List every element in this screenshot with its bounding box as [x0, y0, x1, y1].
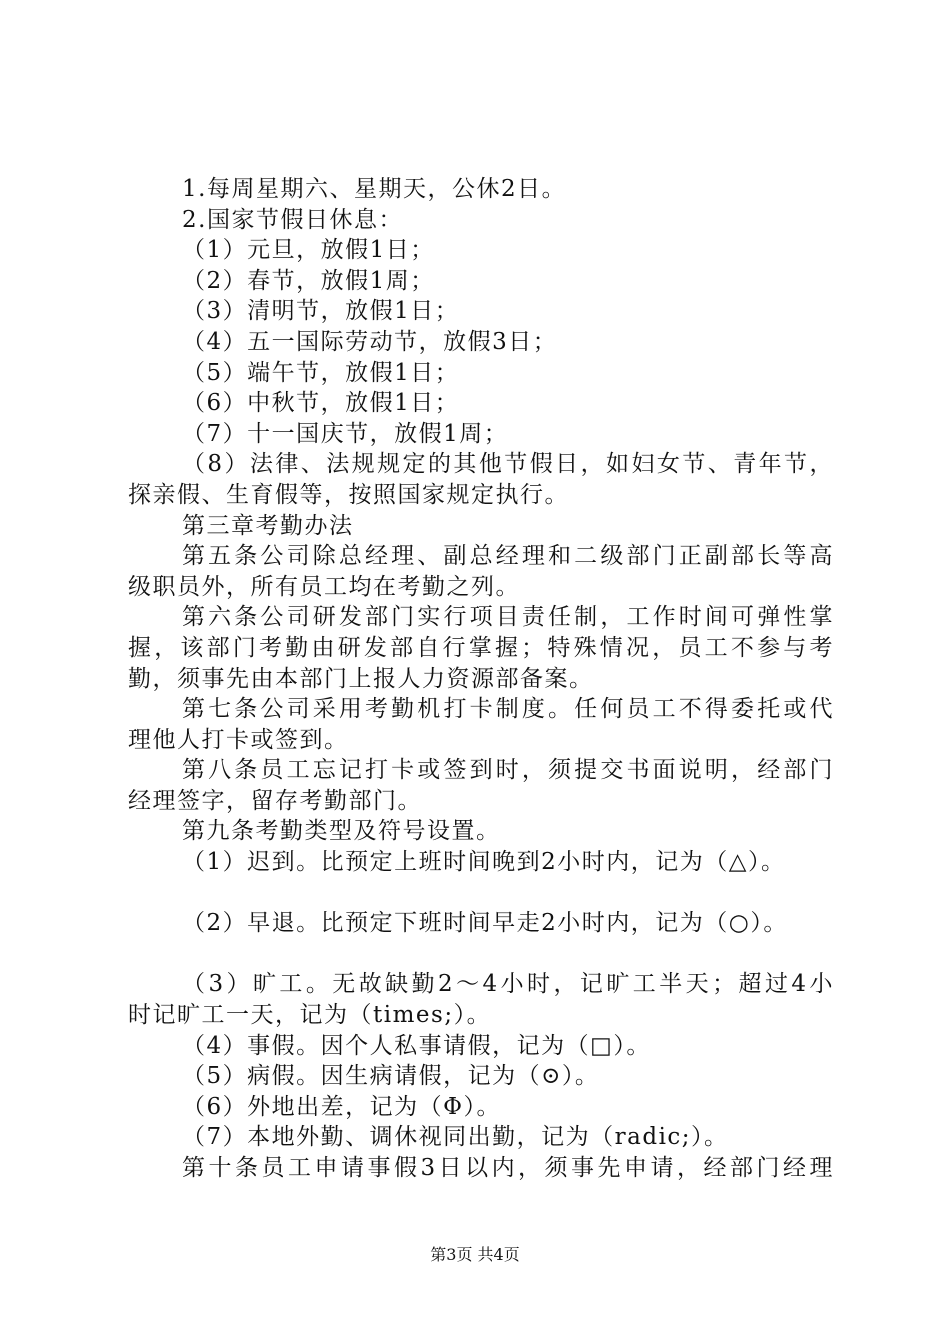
text-line: 探亲假、生育假等，按照国家规定执行。 [128, 481, 569, 508]
chapter-heading: 第三章考勤办法 [182, 512, 354, 539]
text-line: （2）早退。比预定下班时间早走2小时内，记为（○）。 [182, 910, 788, 937]
text-line: 时记旷工一天，记为（times;）。 [128, 1002, 492, 1029]
text-line: （5）病假。因生病请假，记为（⊙）。 [182, 1063, 600, 1090]
page-number-footer: 第3页 共4页 [430, 1245, 520, 1264]
text-line: （6）外地出差，记为（Φ）。 [182, 1093, 501, 1120]
text-line: （2）春节，放假1周； [182, 267, 435, 294]
text-line: （4）事假。因个人私事请假，记为（□）。 [182, 1032, 651, 1059]
blank-line [128, 939, 834, 970]
text-line: （3）清明节，放假1日； [182, 298, 460, 325]
text-line: 第五条公司除总经理、副总经理和二级部门正副部长等高 [182, 543, 834, 570]
text-line: 经理签字，留存考勤部门。 [128, 787, 422, 814]
text-line: （6）中秋节，放假1日； [182, 390, 460, 417]
text-line: （3）旷工。无故缺勤2～4小时，记旷工半天；超过4小 [182, 971, 834, 998]
text-line: 勤，须事先由本部门上报人力资源部备案。 [128, 665, 594, 692]
text-line: （1）元旦，放假1日； [182, 237, 435, 264]
text-line: 1.每周星期六、星期天，公休2日。 [182, 176, 567, 202]
text-line: 第七条公司采用考勤机打卡制度。任何员工不得委托或代 [182, 696, 834, 723]
text-line: 级职员外，所有员工均在考勤之列。 [128, 573, 520, 600]
text-line: （7）本地外勤、调休视同出勤，记为（radic;）。 [182, 1124, 729, 1151]
text-line: （5）端午节，放假1日； [182, 359, 460, 386]
text-line: 理他人打卡或签到。 [128, 726, 349, 753]
text-line: （4）五一国际劳动节，放假3日； [182, 328, 558, 355]
text-line: 第六条公司研发部门实行项目责任制，工作时间可弹性掌 [182, 604, 834, 631]
text-line: 第九条考勤类型及符号设置。 [182, 818, 501, 845]
text-line: （8）法律、法规规定的其他节假日，如妇女节、青年节， [182, 451, 834, 478]
document-body [128, 174, 834, 1184]
text-line: （7）十一国庆节，放假1周； [182, 420, 509, 447]
text-line: 握，该部门考勤由研发部自行掌握；特殊情况，员工不参与考 [128, 634, 834, 661]
text-line: 2.国家节假日休息： [182, 206, 403, 233]
text-line: （1）迟到。比预定上班时间晚到2小时内，记为（△）。 [182, 849, 786, 876]
text-line: 第十条员工申请事假3日以内，须事先申请，经部门经理 [182, 1155, 834, 1181]
text-line: 第八条员工忘记打卡或签到时，须提交书面说明，经部门 [182, 757, 834, 784]
blank-line [128, 878, 834, 909]
